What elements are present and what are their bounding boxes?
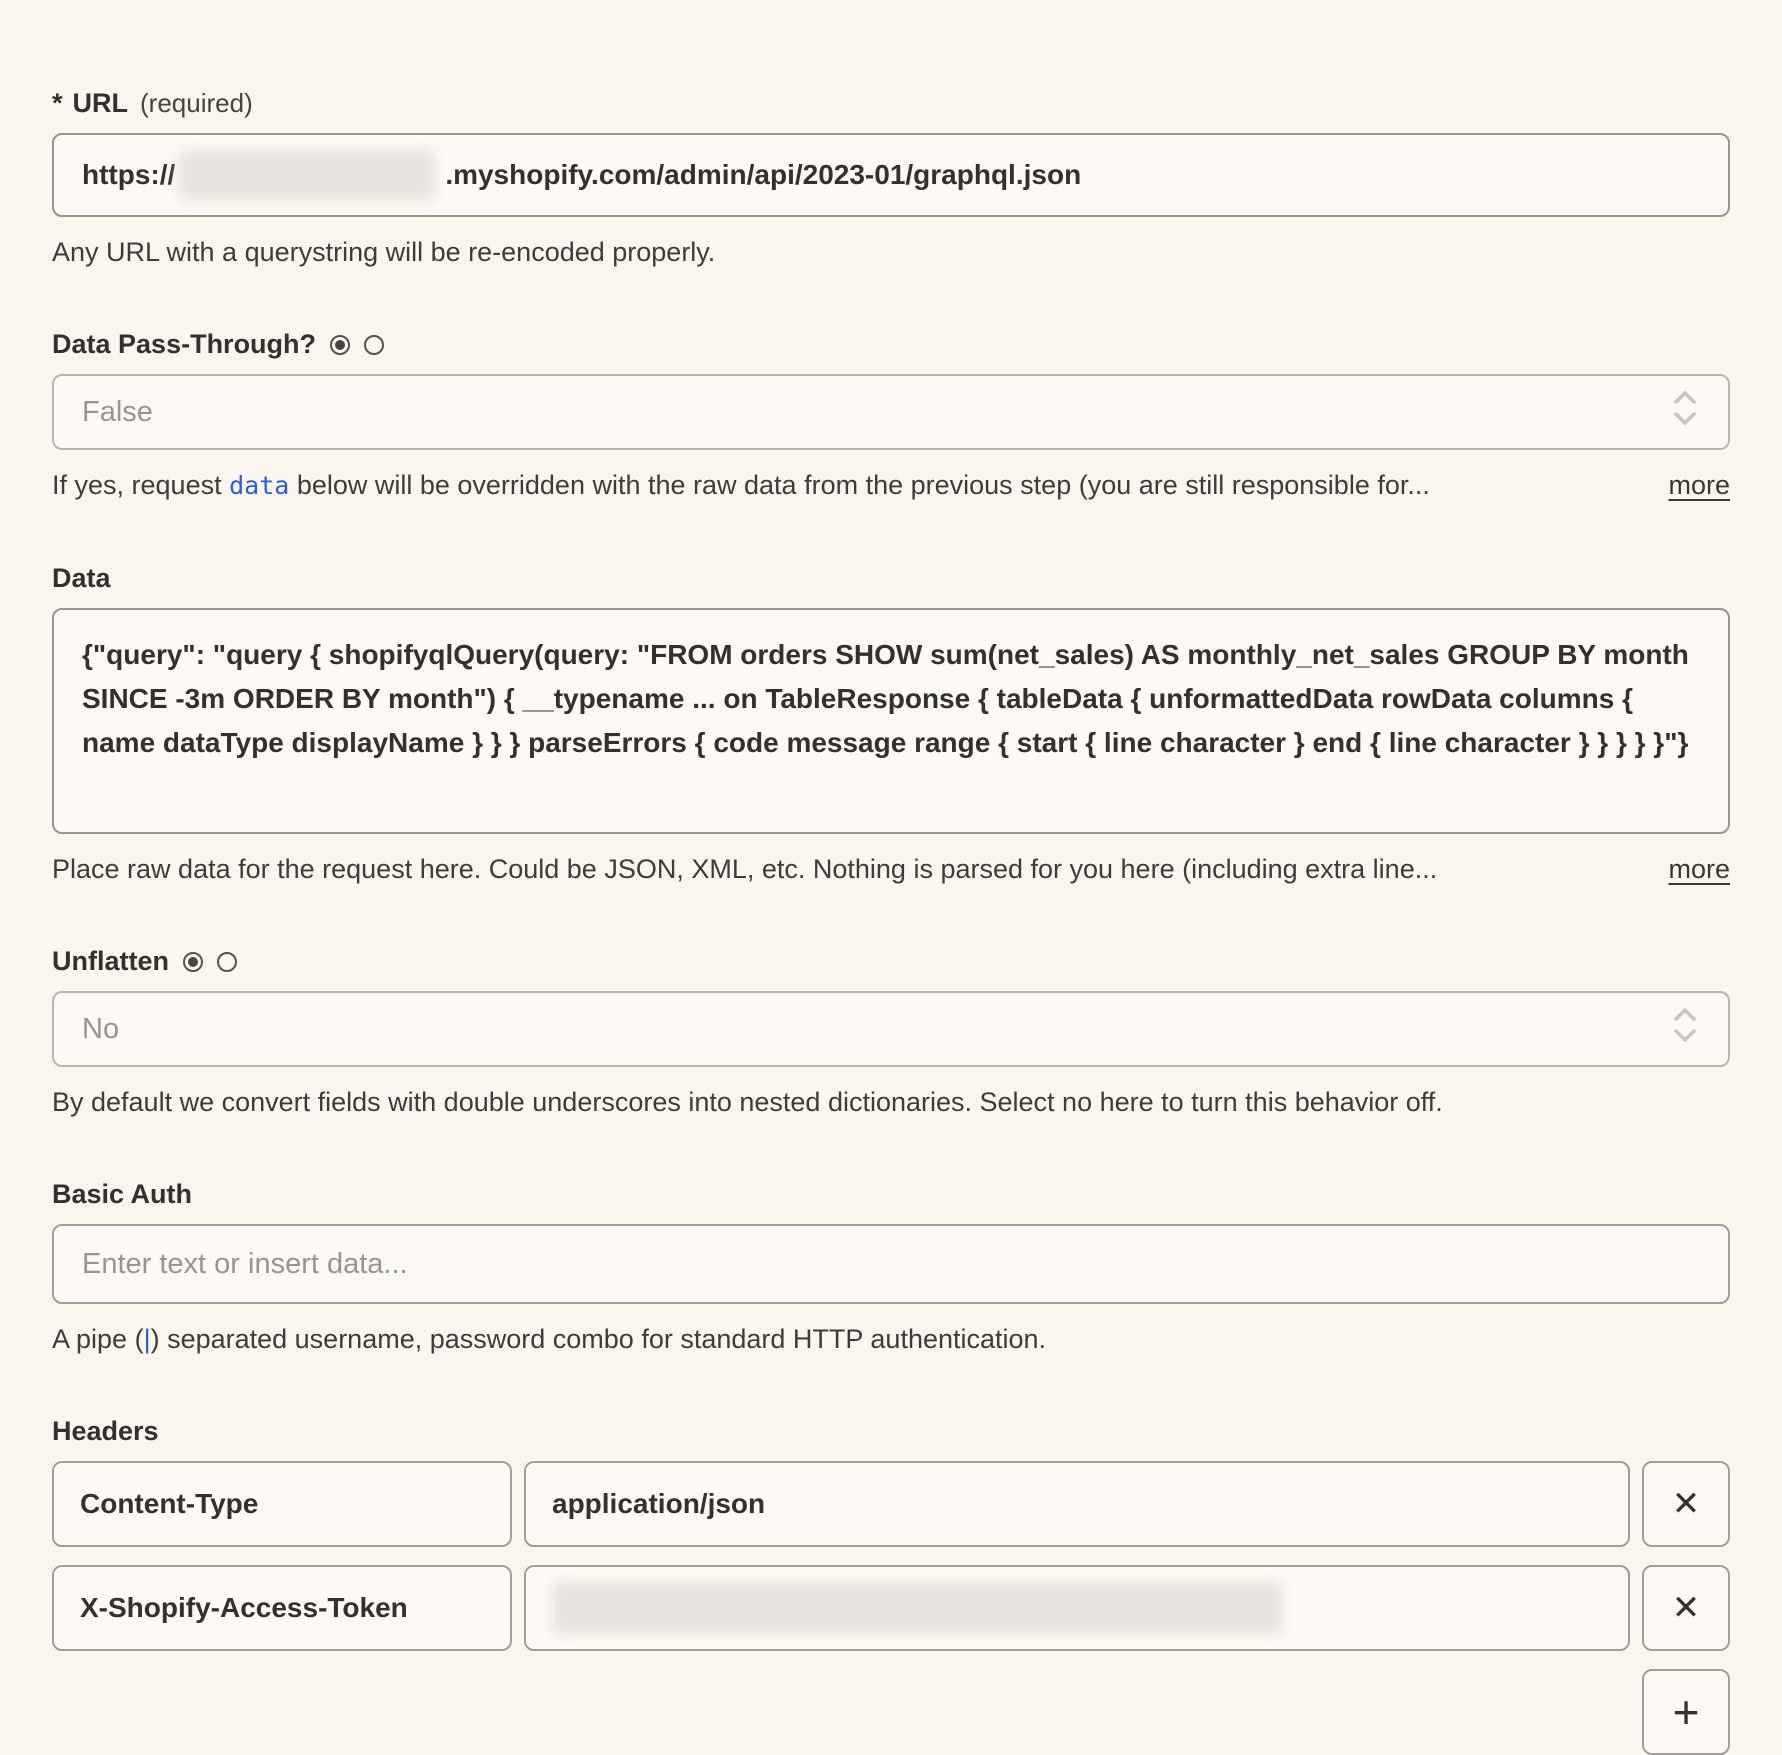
data-pass-through-label: Data Pass-Through? [52,329,317,359]
basic-auth-section [52,1179,1730,1356]
x-icon: ✕ [1671,1589,1701,1627]
data-label-row [52,563,1730,594]
redacted-token-value [552,1582,1282,1634]
url-label: URL [72,88,129,118]
data-pass-through-radio-unselected[interactable] [364,335,384,355]
spacer [524,1669,1630,1755]
headers-section [52,1416,1730,1755]
data-pass-through-section [52,329,1730,503]
unflatten-select[interactable] [52,991,1730,1067]
data-pass-through-help-text [52,468,1430,503]
headers-grid [52,1461,1730,1755]
help-text-part: ) separated username, password combo for standard HTTP authentication. [150,1324,1047,1354]
header-key-input[interactable]: Content-Type [52,1461,512,1547]
header-value-input[interactable] [524,1565,1630,1651]
help-text-part: A pipe ( [52,1324,144,1354]
inline-code-data: data [229,471,290,500]
url-input[interactable] [52,133,1730,217]
data-pass-through-value: False [82,395,153,428]
header-value-input[interactable]: application/json [524,1461,1630,1547]
url-label-row [52,88,1730,119]
headers-label: Headers [52,1416,159,1446]
unflatten-section [52,946,1730,1119]
url-required-note: (required) [140,88,253,118]
data-help-row [52,852,1730,886]
unflatten-radio-unselected[interactable] [217,952,237,972]
header-key-input[interactable]: X-Shopify-Access-Token [52,1565,512,1651]
remove-header-button[interactable] [1642,1565,1730,1651]
basic-auth-input[interactable] [52,1224,1730,1304]
unflatten-label-row [52,946,1730,977]
more-link[interactable]: more [1668,854,1730,884]
unflatten-value: No [82,1012,120,1045]
data-pass-through-help-row [52,468,1730,503]
data-pass-through-radio-selected[interactable] [330,335,350,355]
unflatten-label: Unflatten [52,946,169,976]
help-text-part: If yes, request [52,470,230,500]
data-label: Data [52,563,111,593]
headers-label-row [52,1416,1730,1447]
unflatten-radio-selected[interactable] [183,952,203,972]
spacer [52,1669,512,1755]
url-value-prefix: https:// [82,159,176,190]
basic-auth-label: Basic Auth [52,1179,193,1209]
data-textarea[interactable]: {"query": "query { shopifyqlQuery(query: "FROM orders SHOW sum(net_sales) AS monthly_net_sales GROUP BY month SINCE -3m ORDER BY month") { __typename ... on TableResponse { tableData { unformattedData rowData columns { name dataType displayName } } } parseErrors { code message range { start { line character } end { line character } } } } }"} [52,608,1730,834]
data-pass-through-label-row [52,329,1730,360]
help-text-part: below will be overridden with the raw data from the previous step (you are still responsible for... [289,470,1430,500]
pipe-accent: | [143,1324,151,1354]
required-asterisk: * [52,88,63,118]
data-pass-through-select[interactable] [52,374,1730,450]
data-help-text: Place raw data for the request here. Could be JSON, XML, etc. Nothing is parsed for you here (including extra line... [52,854,1438,884]
basic-auth-label-row [52,1179,1730,1210]
url-field-section [52,88,1730,269]
redacted-url-segment [179,150,435,200]
data-field-section [52,563,1730,886]
add-header-button[interactable] [1642,1669,1730,1755]
url-help-text: Any URL with a querystring will be re-encoded properly. [52,237,716,267]
plus-icon: + [1672,1686,1700,1738]
more-link[interactable]: more [1668,470,1730,500]
x-icon: ✕ [1671,1485,1701,1523]
unflatten-help-text: By default we convert fields with double underscores into nested dictionaries. Select no here to turn this behavior off. [52,1087,1443,1117]
select-chevrons-icon [1672,389,1698,435]
remove-header-button[interactable] [1642,1461,1730,1547]
url-value-suffix: .myshopify.com/admin/api/2023-01/graphql.json [445,159,1082,190]
basic-auth-placeholder: Enter text or insert data... [82,1247,408,1280]
select-chevrons-icon [1672,1006,1698,1052]
basic-auth-help-text [52,1322,1730,1356]
